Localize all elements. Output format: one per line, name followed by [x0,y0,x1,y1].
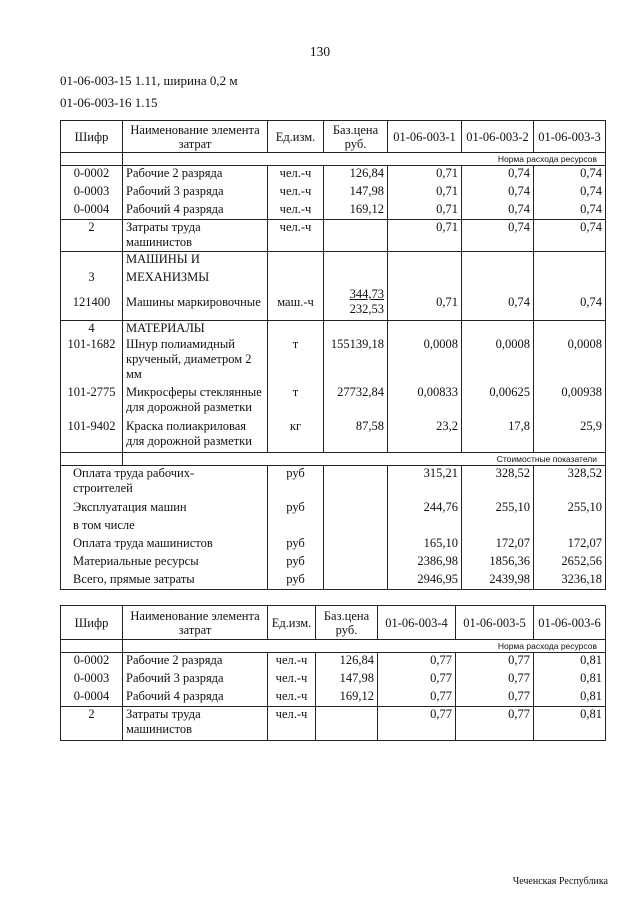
row-name: Рабочий 4 разряда [123,689,268,707]
row-unit: маш.-ч [268,285,324,321]
total-row [61,554,606,572]
row-code: 0-0002 [61,166,123,184]
total-value: 255,10 [534,500,606,518]
row-name: Рабочий 4 разряда [123,202,268,220]
row-code: 101-2775 [61,385,123,419]
total-row [61,466,606,500]
row-value: 0,74 [534,184,606,202]
total-value: 244,76 [388,500,462,518]
resource-table-1 [60,120,606,590]
row-name [123,707,268,741]
row-unit: чел.-ч [268,220,324,252]
row-value: 17,8 [462,419,534,453]
header-name: Наименование элемента затрат [123,606,268,640]
row-code: 101-9402 [61,419,123,453]
row-price [324,285,388,321]
row-unit: т [268,385,324,419]
row-code: 0-0004 [61,689,123,707]
row-code: 4 [61,321,123,337]
row-name-line: Микросферы стеклянные [126,384,262,399]
row-value: 25,9 [534,419,606,453]
row-value: 0,71 [388,166,462,184]
row-price: 147,98 [316,671,378,689]
row-value: 0,77 [378,707,456,741]
row-name-line: мм [126,366,142,381]
row-code: 0-0002 [61,653,123,671]
total-value: 172,07 [534,536,606,554]
section-title: МАТЕРИАЛЫ [123,321,268,337]
row-name-line: для дорожной разметки [126,399,252,414]
row-value: 0,71 [388,184,462,202]
row-value: 0,77 [456,653,534,671]
total-value: 1856,36 [462,554,534,572]
cost-label: Стоимостные показатели [123,453,606,466]
total-value: 2946,95 [388,572,462,590]
row-price: 87,58 [324,419,388,453]
row-value: 0,74 [534,285,606,321]
header-price: Баз.цена руб. [324,121,388,153]
row-value: 0,77 [378,689,456,707]
row-value: 0,0008 [462,337,534,385]
table-row [61,419,606,453]
row-code: 0-0004 [61,202,123,220]
row-price: 126,84 [316,653,378,671]
section-title: МЕХАНИЗМЫ [123,270,268,285]
norm-label: Норма расхода ресурсов [123,640,606,653]
row-price: 169,12 [316,689,378,707]
table-row [61,689,606,707]
row-name [123,220,268,252]
total-value: 315,21 [388,466,462,500]
total-name [61,466,268,500]
row-unit: кг [268,419,324,453]
row-price: 126,84 [324,166,388,184]
resource-table-2 [60,605,606,741]
row-unit: чел.-ч [268,707,316,741]
header-code: Шифр [61,121,123,153]
row-value: 0,77 [378,653,456,671]
total-name: Материальные ресурсы [61,554,268,572]
total-value: 2652,56 [534,554,606,572]
row-name: Машины маркировочные [123,285,268,321]
row-value: 0,77 [378,671,456,689]
total-unit: руб [268,554,324,572]
row-unit: чел.-ч [268,671,316,689]
header-unit: Ед.изм. [268,606,316,640]
total-unit: руб [268,536,324,554]
header-col-6: 01-06-003-6 [534,606,606,640]
row-value: 0,77 [456,689,534,707]
row-code: 2 [61,707,123,741]
header-price: Баз.цена руб. [316,606,378,640]
header-col-4: 01-06-003-4 [378,606,456,640]
table-row [61,653,606,671]
total-row [61,500,606,518]
footer-region: Чеченская Республика [512,876,608,887]
row-unit: чел.-ч [268,166,324,184]
row-price: 169,12 [324,202,388,220]
row-name: Рабочие 2 разряда [123,653,268,671]
row-value: 0,0008 [388,337,462,385]
total-row [61,518,606,536]
total-value: 328,52 [534,466,606,500]
total-name: Всего, прямые затраты [61,572,268,590]
norm-label: Норма расхода ресурсов [123,153,606,166]
total-name: Эксплуатация машин [61,500,268,518]
row-value: 0,74 [534,202,606,220]
table-row [61,707,606,741]
row-value: 23,2 [388,419,462,453]
row-unit: чел.-ч [268,653,316,671]
row-value: 0,00938 [534,385,606,419]
row-name-line: Шнур полиамидный [126,336,235,351]
header-name: Наименование элемента затрат [123,121,268,153]
total-name: в том числе [61,518,268,536]
total-name: Оплата труда машинистов [61,536,268,554]
row-value: 0,81 [534,653,606,671]
section-row [61,252,606,270]
total-unit: руб [268,572,324,590]
row-value: 0,71 [388,220,462,252]
header-col-1: 01-06-003-1 [388,121,462,153]
header-col-5: 01-06-003-5 [456,606,534,640]
header-code: Шифр [61,606,123,640]
row-value: 0,81 [534,671,606,689]
heading-line-2: 01-06-003-16 1.15 [60,95,158,110]
row-value: 0,81 [534,707,606,741]
table-row [61,671,606,689]
row-name [123,337,268,385]
row-code: 2 [61,220,123,252]
row-value: 0,74 [462,285,534,321]
table-row [61,202,606,220]
row-value: 0,77 [456,707,534,741]
row-value: 0,71 [388,285,462,321]
price-line: 232,53 [349,302,384,317]
row-value: 0,77 [456,671,534,689]
row-name-line: крученый, диаметром 2 [126,351,252,366]
row-name-line: Затраты труда [126,220,201,234]
row-value: 0,74 [534,220,606,252]
total-row [61,536,606,554]
section-title: МАШИНЫ И [123,252,268,270]
total-value: 172,07 [462,536,534,554]
row-price: 147,98 [324,184,388,202]
section-row [61,270,606,285]
row-value: 0,74 [462,202,534,220]
row-name-line: Затраты труда [126,707,201,721]
row-name [123,385,268,419]
table-row [61,337,606,385]
total-value: 3236,18 [534,572,606,590]
row-name-line: машинистов [126,722,193,736]
total-value: 328,52 [462,466,534,500]
row-code: 0-0003 [61,184,123,202]
row-price: 27732,84 [324,385,388,419]
row-value: 0,74 [462,184,534,202]
row-code: 3 [61,270,123,285]
row-name-line: машинистов [126,235,193,249]
row-unit: т [268,337,324,385]
page-number: 130 [309,44,331,59]
total-name-line: строителей [73,481,133,495]
header-unit: Ед.изм. [268,121,324,153]
table-row [61,385,606,419]
row-name-line: Краска полиакриловая [126,418,247,433]
total-value: 165,10 [388,536,462,554]
row-code: 0-0003 [61,671,123,689]
total-value: 255,10 [462,500,534,518]
header-col-2: 01-06-003-2 [462,121,534,153]
row-code: 121400 [61,285,123,321]
row-value: 0,00625 [462,385,534,419]
price-line: 344,73 [349,287,384,302]
row-value: 0,0008 [534,337,606,385]
row-value: 0,71 [388,202,462,220]
row-name: Рабочий 3 разряда [123,184,268,202]
row-name: Рабочий 3 разряда [123,671,268,689]
total-name-line: Оплата труда рабочих- [73,466,195,480]
row-name [123,419,268,453]
row-name-line: для дорожной разметки [126,433,252,448]
row-value: 0,74 [462,166,534,184]
row-value: 0,74 [462,220,534,252]
table-row [61,285,606,321]
row-code: 101-1682 [61,337,123,385]
total-row [61,572,606,590]
row-unit: чел.-ч [268,202,324,220]
header-col-3: 01-06-003-3 [534,121,606,153]
total-unit: руб [268,500,324,518]
row-name: Рабочие 2 разряда [123,166,268,184]
total-value: 2386,98 [388,554,462,572]
row-value: 0,00833 [388,385,462,419]
table-row [61,166,606,184]
table-row [61,184,606,202]
row-price: 155139,18 [324,337,388,385]
table-row [61,220,606,252]
row-unit: чел.-ч [268,184,324,202]
heading-line-1: 01-06-003-15 1.11, ширина 0,2 м [60,73,238,88]
row-unit: чел.-ч [268,689,316,707]
total-value: 2439,98 [462,572,534,590]
section-row [61,321,606,337]
total-unit: руб [268,466,324,500]
row-value: 0,81 [534,689,606,707]
row-value: 0,74 [534,166,606,184]
